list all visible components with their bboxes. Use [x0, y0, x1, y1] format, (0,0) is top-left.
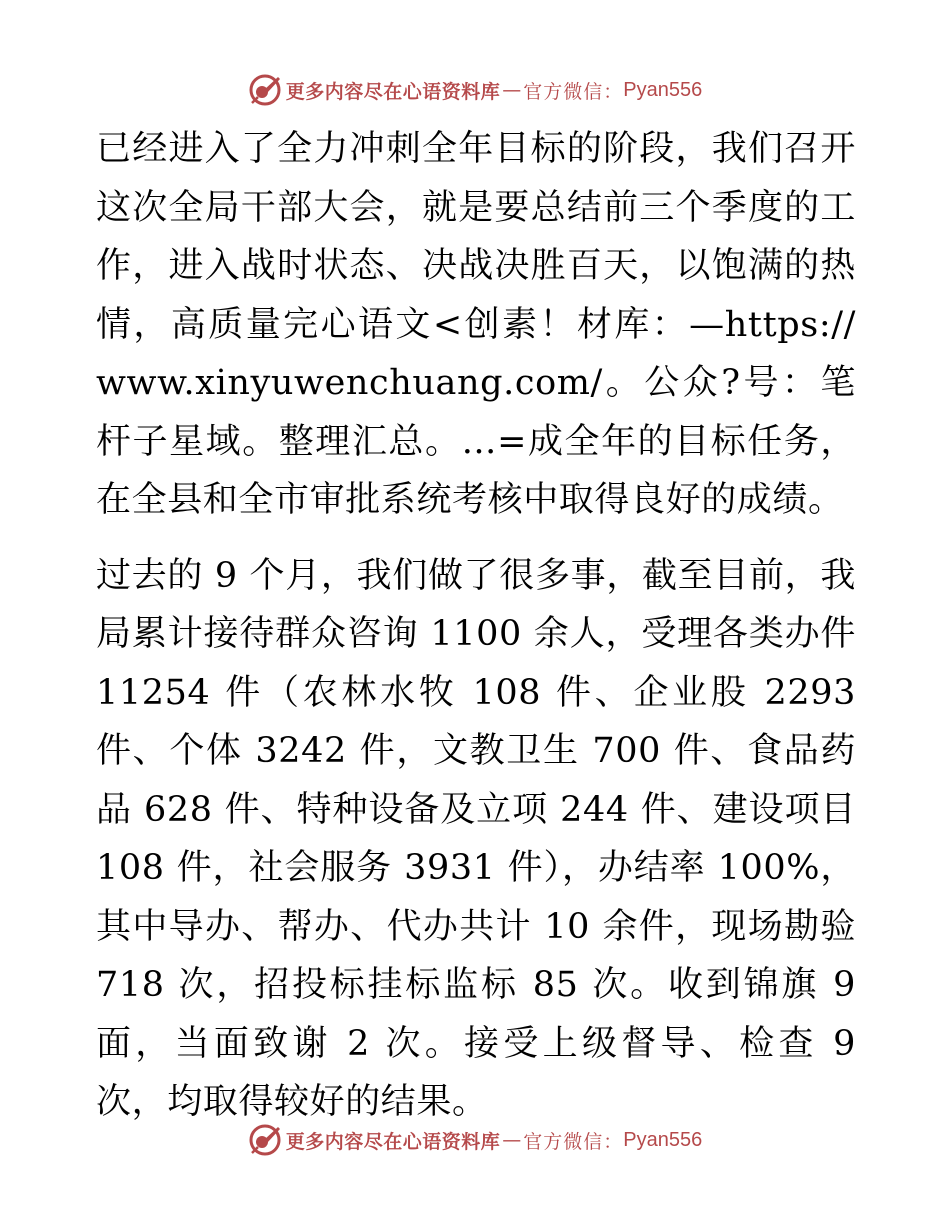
- banner-text: 更多内容尽在心语资料库: [285, 1130, 501, 1153]
- banner-wechat-label: 官方微信：: [523, 80, 624, 103]
- banner-dash: —: [502, 79, 522, 101]
- document-body: [96, 120, 856, 1132]
- footer-banner: [0, 1120, 950, 1160]
- banner-text: 更多内容尽在心语资料库: [285, 80, 501, 103]
- banner-wechat-label: 官方微信：: [523, 1130, 624, 1153]
- banner-wechat-id: Pyan556: [623, 1128, 703, 1151]
- header-banner: [0, 70, 950, 110]
- banner-wechat-id: Pyan556: [623, 78, 703, 101]
- paragraph-2: 过去的 9 个月，我们做了很多事，截至目前，我局累计接待群众咨询 1100 余人，受理各类办件 11254 件（农林水牧 108 件、企业股 2293 件、个体 3242 件，文教卫生 700 件、食品药品 628 件、特种设备及立项 244 件、建设项目 108 件，社会服务 3931 件），办结率 100%，其中导办、帮办、代办共计 10 余件，现场勘验 718 次，招投标挂标监标 85 次。收到锦旗 9 面，当面致谢 2 次。接受上级督导、检查 9 次，均取得较好的结果。: [96, 555, 856, 1122]
- pen-logo-icon: [248, 1123, 282, 1157]
- pen-logo-icon: [248, 73, 282, 107]
- paragraph-1: 已经进入了全力冲刺全年目标的阶段，我们召开这次全局干部大会，就是要总结前三个季度的工作，进入战时状态、决战决胜百天，以饱满的热情，高质量完心语文<创素！材库：—https://www.xinyuwenchuang.com/。公众?号：笔杆子星域。整理汇总。…=成全年的目标任务，在全县和全市审批系统考核中取得良好的成绩。: [96, 129, 856, 520]
- banner-dash: —: [502, 1129, 522, 1151]
